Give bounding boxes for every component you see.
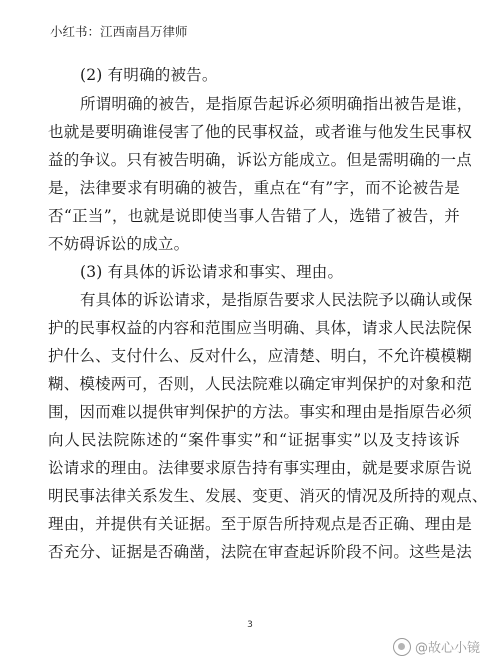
paragraph-line: 有具体的诉讼请求，是指原告要求人民法院予以确认或保 [80,291,473,309]
page-number: 3 [247,620,253,630]
paragraph-line: 是，法律要求有明确的被告，重点在“有”字，而不论被告是 [48,179,460,197]
paragraph-line: 理由，并提供有关证据。至于原告所持观点是否正确、理由是 [48,515,472,533]
author-header: 小红书：江西南昌万律师 [50,24,188,39]
paragraph-line: 护的民事权益的内容和范围应当明确、具体，请求人民法院保 [48,319,472,337]
paragraph-line: 否“正当”，也就是说即使当事人告错了人，选错了被告，并 [48,207,460,225]
paragraph-line: 糊、模棱两可，否则，人民法院难以确定审判保护的对象和范 [48,375,472,393]
paragraph-line: 明民事法律关系发生、发展、变更、消灭的情况及所持的观点、 [48,487,488,505]
paragraph-line: 围，因而难以提供审判保护的方法。事实和理由是指原告必须 [48,403,472,421]
paragraph-line: 也就是要明确谁侵害了他的民事权益，或者谁与他发生民事权 [48,123,472,141]
section-heading-claims: (3) 有具体的诉讼请求和事实、理由。 [80,263,344,281]
watermark-logo-icon [393,638,411,656]
watermark [393,637,480,656]
paragraph-line: 向人民法院陈述的“案件事实”和“证据事实”以及支持该诉 [48,431,460,449]
paragraph-line: 否充分、证据是否确凿，法院在审查起诉阶段不问。这些是法 [48,543,472,561]
paragraph-line: 所谓明确的被告，是指原告起诉必须明确指出被告是谁， [80,95,473,113]
paragraph-line: 益的争议。只有被告明确，诉讼方能成立。但是需明确的一点 [48,151,472,169]
watermark-text: @故心小镜 [414,641,480,656]
section-heading-defendant: (2) 有明确的被告。 [80,66,218,84]
paragraph-line: 不妨碍诉讼的成立。 [48,235,190,253]
paragraph-line: 讼请求的理由。法律要求原告持有事实理由，就是要求原告说 [48,459,472,477]
paragraph-line: 护什么、支付什么、反对什么，应清楚、明白，不允许模模糊 [48,347,472,365]
